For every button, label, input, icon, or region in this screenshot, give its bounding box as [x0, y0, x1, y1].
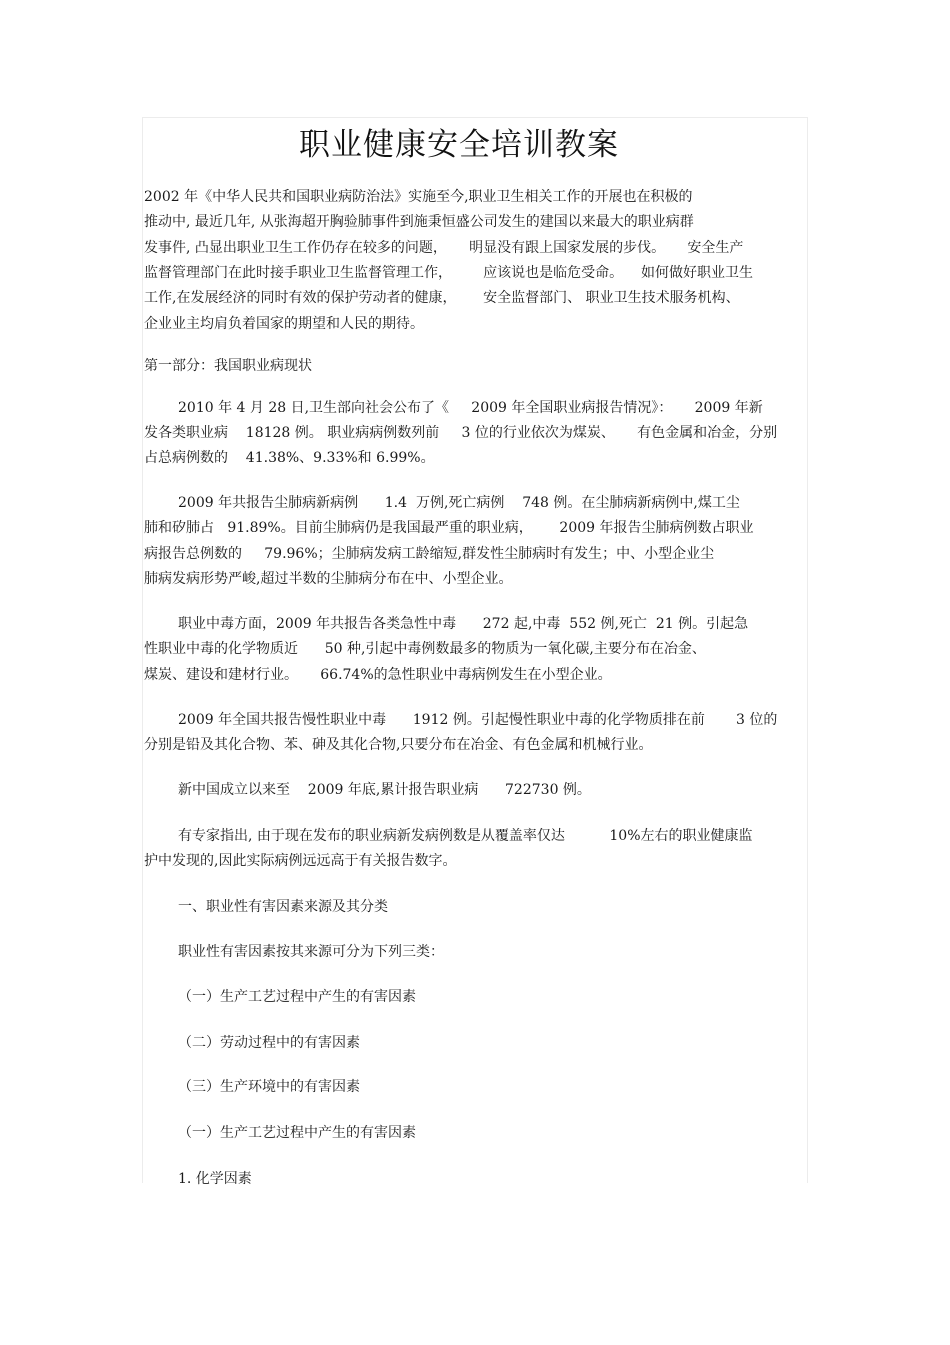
paragraph-line: 病报告总例数的 79.96%；尘肺病发病工龄缩短,群发性尘肺病时有发生；中、小型企业尘: [144, 546, 715, 562]
intro-line: 监督管理部门在此时接手职业卫生监督管理工作， 应该说也是临危受命。 如何做好职业卫生: [144, 265, 753, 281]
paragraph-line: 2009 年共报告尘肺病新病例 1.4 万例,死亡病例 748 例。在尘肺病新病例中,煤工尘: [178, 495, 740, 511]
intro-line: 工作,在发展经济的同时有效的保护劳动者的健康， 安全监督部门、 职业卫生技术服务机构、: [144, 290, 740, 306]
paragraph-line: 新中国成立以来至 2009 年底,累计报告职业病 722730 例。: [178, 782, 591, 798]
paragraph-line: 发各类职业病 18128 例。 职业病病例数列前 3 位的行业依次为煤炭、 有色金属和冶金，分别: [144, 425, 778, 441]
subsection-heading: （一）生产工艺过程中产生的有害因素: [178, 1125, 416, 1141]
section-heading: 一、职业性有害因素来源及其分类: [178, 899, 388, 915]
intro-line: 发事件, 凸显出职业卫生工作仍存在较多的问题， 明显没有跟上国家发展的步伐。 安全生产: [144, 240, 744, 256]
intro-line: 企业业主均肩负着国家的期望和人民的期待。: [144, 316, 424, 332]
intro-line: 2002 年《中华人民共和国职业病防治法》实施至今,职业卫生相关工作的开展也在积极的: [144, 189, 693, 205]
paragraph-line: 肺病发病形势严峻,超过半数的尘肺病分布在中、小型企业。: [144, 571, 513, 587]
category-item: （二）劳动过程中的有害因素: [178, 1035, 360, 1051]
paragraph-line: 肺和矽肺占 91.89%。目前尘肺病仍是我国最严重的职业病， 2009 年报告尘肺病例数占职业: [144, 520, 754, 536]
paragraph-line: 2009 年全国共报告慢性职业中毒 1912 例。引起慢性职业中毒的化学物质排在前 3 位的: [178, 712, 778, 728]
paragraph-line: 占总病例数的 41.38%、9.33%和 6.99%。: [144, 450, 435, 466]
classification-intro: 职业性有害因素按其来源可分为下列三类：: [178, 944, 444, 960]
paragraph-line: 煤炭、建设和建材行业。 66.74%的急性职业中毒病例发生在小型企业。: [144, 667, 612, 683]
document-title: 职业健康安全培训教案: [299, 127, 619, 163]
intro-line: 推动中, 最近几年, 从张海超开胸验肺事件到施秉恒盛公司发生的建国以来最大的职业病群: [144, 214, 694, 230]
category-item: （三）生产环境中的有害因素: [178, 1079, 360, 1095]
paragraph-line: 职业中毒方面，2009 年共报告各类急性中毒 272 起,中毒 552 例,死亡 21 例。引起急: [178, 616, 749, 632]
paragraph-line: 护中发现的,因此实际病例远远高于有关报告数字。: [144, 853, 457, 869]
paragraph-line: 性职业中毒的化学物质近 50 种,引起中毒例数最多的物质为一氧化碳,主要分布在冶金、: [144, 641, 706, 657]
paragraph-line: 有专家指出, 由于现在发布的职业病新发病例数是从覆盖率仅达 10%左右的职业健康监: [178, 828, 753, 844]
part-heading: 第一部分：我国职业病现状: [144, 358, 312, 374]
paragraph-line: 分别是铅及其化合物、苯、砷及其化合物,只要分布在冶金、有色金属和机械行业。: [144, 737, 653, 753]
category-item: （一）生产工艺过程中产生的有害因素: [178, 989, 416, 1005]
paragraph-line: 2010 年 4 月 28 日,卫生部向社会公布了《 2009 年全国职业病报告情况》： 2009 年新: [178, 400, 763, 416]
numbered-item: 1. 化学因素: [178, 1171, 252, 1187]
